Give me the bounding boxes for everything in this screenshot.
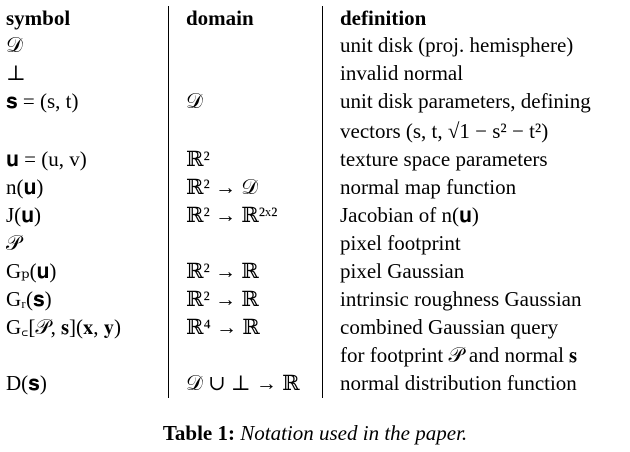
domain-cell: ℝ² → ℝ bbox=[186, 259, 259, 283]
definition-cell: normal map function bbox=[340, 175, 517, 199]
definition-cell: invalid normal bbox=[340, 61, 464, 85]
table-row bbox=[0, 257, 630, 285]
table-row bbox=[0, 59, 630, 87]
symbol-cell: Gᵣ(𝐬) bbox=[6, 287, 52, 311]
symbol-cell: 𝒫 bbox=[6, 231, 22, 255]
header-definition: definition bbox=[340, 6, 427, 30]
symbol-cell: 𝐬 = (s, t) bbox=[6, 89, 79, 113]
symbol-cell: 𝒟 bbox=[6, 33, 23, 57]
header-symbol: symbol bbox=[6, 6, 71, 30]
definition-cell: unit disk parameters, defining bbox=[340, 89, 591, 113]
definition-cell: pixel Gaussian bbox=[340, 259, 465, 283]
symbol-cell: D(𝐬) bbox=[6, 371, 47, 395]
domain-cell: 𝒟 bbox=[186, 89, 203, 113]
domain-cell: 𝒟 ∪ ⊥ → ℝ bbox=[186, 371, 300, 395]
table-row bbox=[0, 201, 630, 229]
definition-cell: Jacobian of n(𝐮) bbox=[340, 203, 479, 227]
domain-cell: ℝ² → ℝ bbox=[186, 287, 259, 311]
symbol-cell: ⊥ bbox=[6, 61, 26, 85]
table-row bbox=[0, 229, 630, 257]
table-row bbox=[0, 145, 630, 173]
symbol-cell: J(𝐮) bbox=[6, 203, 42, 227]
symbol-cell: 𝐮 = (u, v) bbox=[6, 147, 87, 171]
definition-cell: intrinsic roughness Gaussian bbox=[340, 287, 582, 311]
table-row bbox=[0, 173, 630, 201]
table-row bbox=[0, 369, 630, 397]
caption-text: Notation used in the paper. bbox=[240, 421, 468, 445]
table-caption bbox=[0, 420, 630, 446]
definition-cell: for footprint 𝒫 and normal 𝐬 bbox=[340, 343, 578, 367]
definition-cell: combined Gaussian query bbox=[340, 315, 559, 339]
domain-cell: ℝ² → 𝒟 bbox=[186, 175, 259, 199]
domain-cell: ℝ⁴ → ℝ bbox=[186, 315, 260, 339]
definition-cell: unit disk (proj. hemisphere) bbox=[340, 33, 574, 57]
symbol-cell: n(𝐮) bbox=[6, 175, 44, 199]
definition-cell: texture space parameters bbox=[340, 147, 548, 171]
domain-cell: ℝ² → ℝ²ˣ² bbox=[186, 203, 278, 227]
definition-cell: vectors (s, t, √1 − s² − t²) bbox=[340, 119, 549, 143]
table-row bbox=[0, 87, 630, 115]
table-row bbox=[0, 341, 630, 369]
table-row bbox=[0, 313, 630, 341]
definition-cell: normal distribution function bbox=[340, 371, 577, 395]
symbol-cell: G꜀[𝒫, 𝐬](𝐱, 𝐲) bbox=[6, 315, 121, 339]
definition-cell: pixel footprint bbox=[340, 231, 461, 255]
table-row bbox=[0, 31, 630, 59]
table-row bbox=[0, 117, 630, 145]
symbol-cell: Gₚ(𝐮) bbox=[6, 259, 57, 283]
header-domain: domain bbox=[186, 6, 254, 30]
caption-label: Table 1: bbox=[162, 421, 235, 445]
domain-cell: ℝ² bbox=[186, 147, 210, 171]
table-row bbox=[0, 285, 630, 313]
